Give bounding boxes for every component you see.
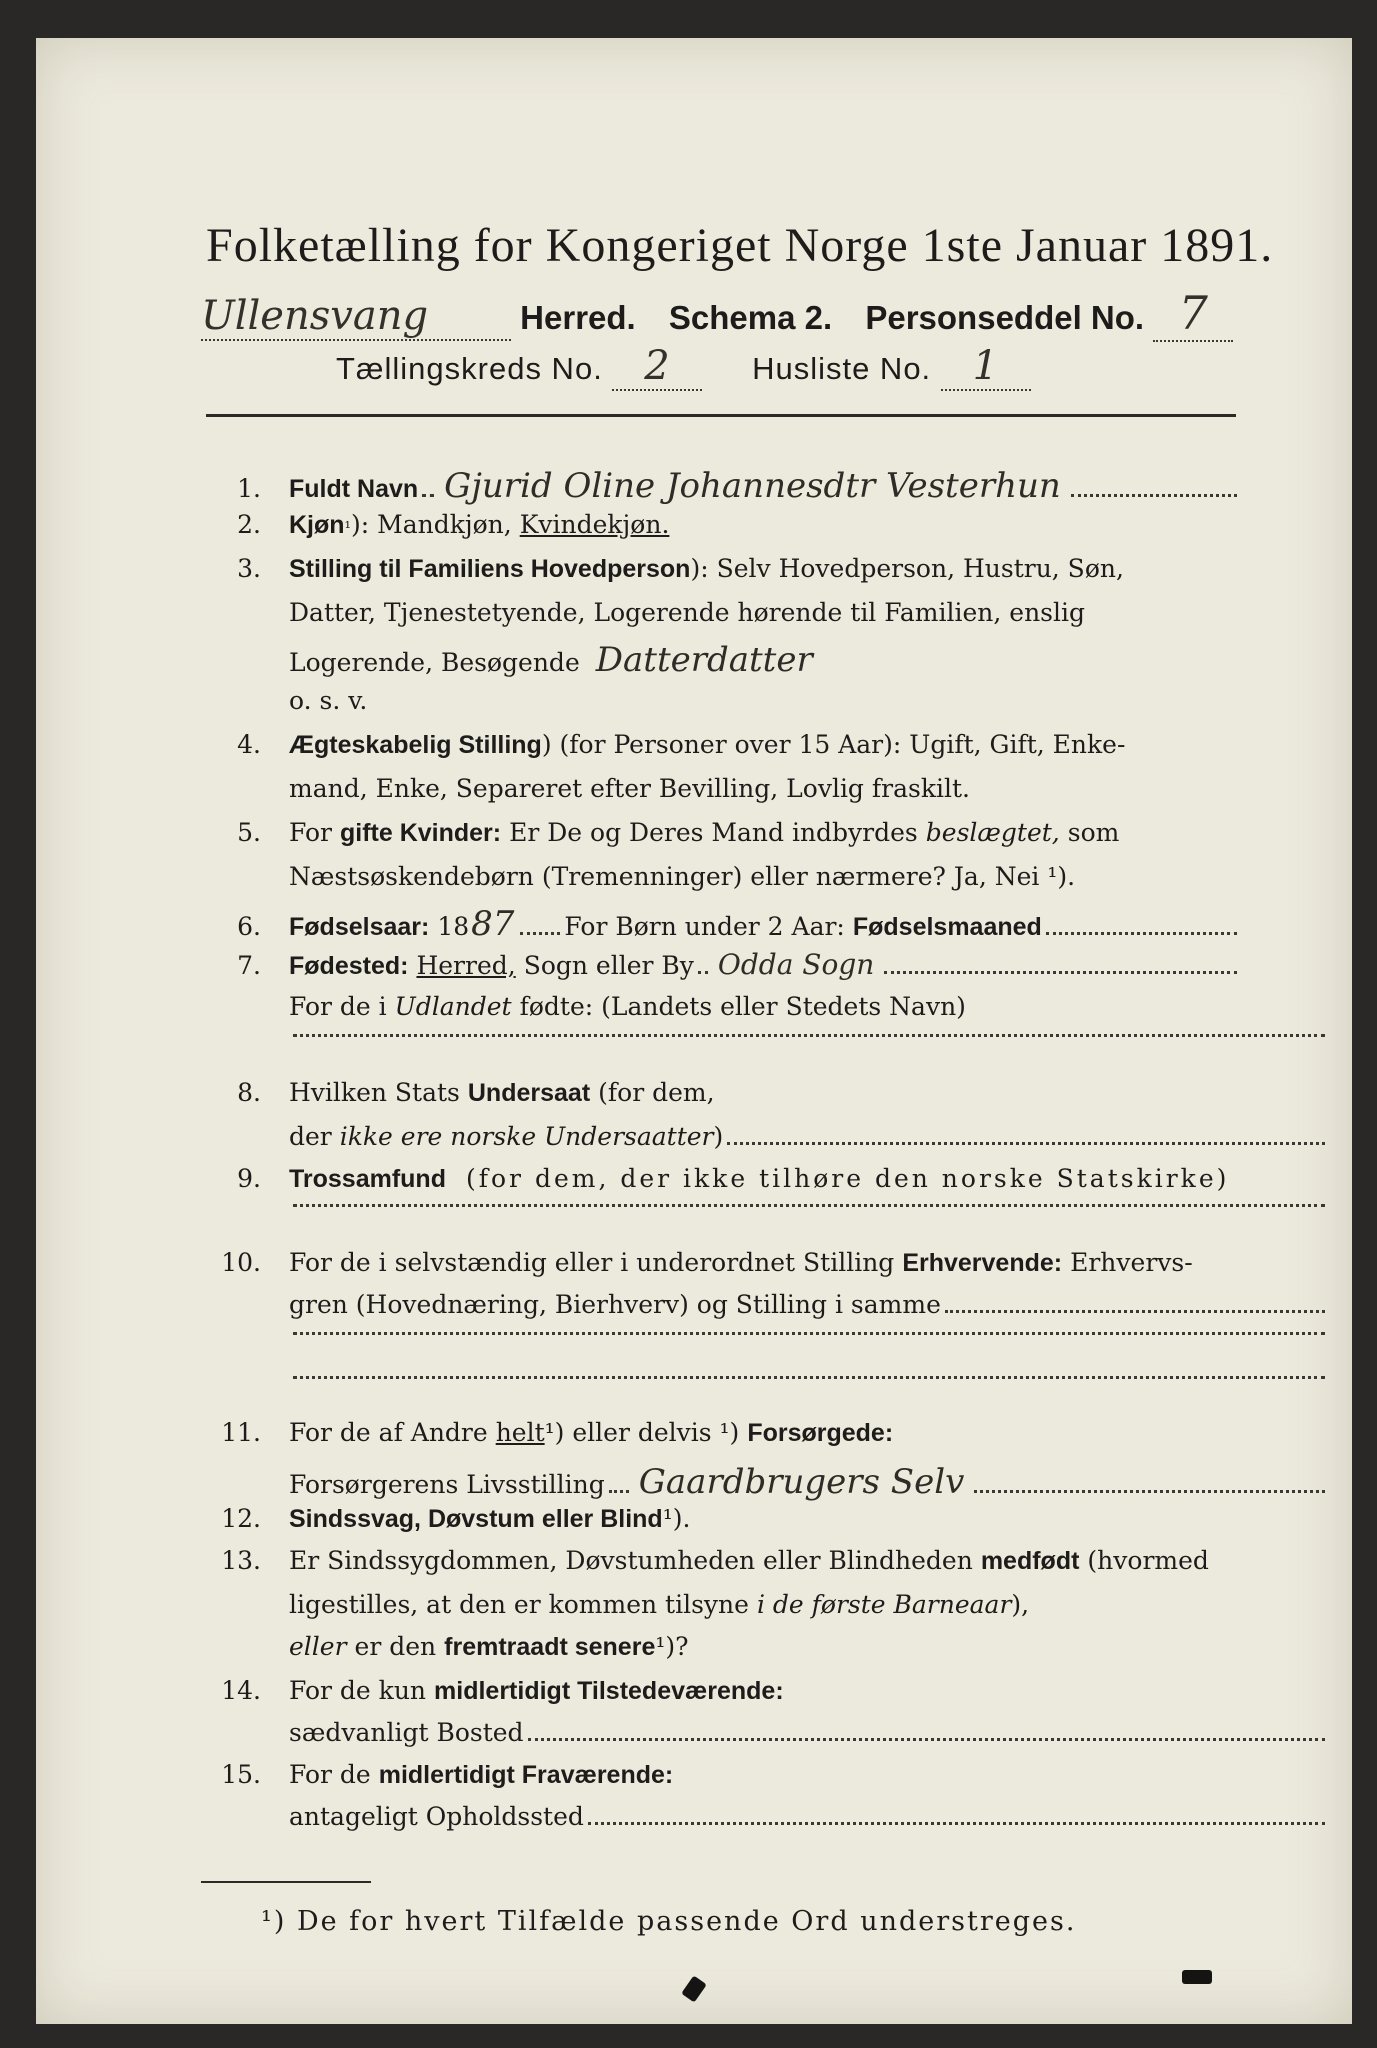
field-options: ): Mandkjøn, (350, 510, 512, 539)
field-label: Forsørgede: (747, 1419, 894, 1447)
husliste-value: 1 (941, 343, 1031, 391)
dotted-fill (293, 1204, 1325, 1207)
question-4-line-2 (201, 774, 1329, 814)
dotted-fill (422, 494, 434, 497)
dotted-fill (1071, 494, 1237, 497)
personseddel-label: Personseddel No. (865, 299, 1145, 336)
question-2-sex (201, 510, 1241, 550)
question-number: 5. (237, 818, 261, 847)
field-text: Sogn eller By (523, 951, 694, 980)
field-label: Fødested: (289, 952, 409, 980)
field-options: ) (for Personer over 15 Aar): Ugift, Gift, Enke- (541, 730, 1126, 759)
field-text: For de i (289, 992, 387, 1021)
field-text: sædvanligt Bosted (289, 1718, 524, 1747)
question-10-blank-line-1 (201, 1332, 1329, 1372)
question-13-line-1 (201, 1546, 1241, 1586)
question-11-line-1 (201, 1418, 1241, 1458)
question-12-disability (201, 1504, 1241, 1544)
question-number: 7. (237, 951, 261, 980)
question-7-birthplace (201, 948, 1241, 988)
question-number: 10. (221, 1248, 261, 1277)
kreds-husliste-line (336, 343, 1136, 393)
handwritten-relation: Datterdatter (595, 640, 813, 680)
field-label: Trossamfund (289, 1165, 446, 1193)
field-text: ¹) eller delvis ¹) (544, 1418, 740, 1447)
field-text: Erhvervs- (1070, 1248, 1193, 1277)
question-1-name (201, 466, 1241, 506)
field-label: Ægteskabelig Stilling (289, 731, 542, 759)
underlined-option: helt (495, 1418, 545, 1447)
question-number: 4. (237, 730, 261, 759)
field-italic: beslægtet, (925, 818, 1060, 847)
field-text: ) (713, 1122, 724, 1151)
field-text: Hvilken Stats (289, 1078, 460, 1107)
field-text: Er De og Deres Mand indbyrdes (509, 818, 918, 847)
field-options: Datter, Tjenestetyende, Logerende hørende til Familien, enslig (289, 598, 1086, 627)
field-options: mand, Enke, Separeret efter Bevilling, Lovlig fraskilt. (289, 774, 970, 803)
question-10-blank-line-2 (201, 1376, 1329, 1416)
question-number: 6. (237, 912, 261, 941)
field-label: gifte Kvinder: (339, 819, 502, 847)
question-4-line-1 (201, 730, 1241, 770)
question-8-line-1 (201, 1078, 1241, 1118)
field-text: (for dem, (598, 1078, 715, 1107)
census-form-sheet (36, 38, 1352, 2024)
header-divider (206, 414, 1236, 417)
question-5-line-2 (201, 862, 1329, 902)
question-10-line-1 (201, 1248, 1241, 1288)
question-3-line-4 (201, 686, 1329, 726)
question-9-blank-line (201, 1204, 1329, 1244)
question-15-line-2 (201, 1802, 1329, 1842)
handwritten-name: Gjurid Oline Johannesdtr Vesterhun (444, 466, 1061, 506)
field-text: For de kun (289, 1676, 427, 1705)
field-italic: Udlandet (394, 992, 512, 1021)
question-3-line-3 (201, 640, 1329, 680)
field-text: antageligt Opholdssted (289, 1802, 584, 1831)
field-text: (hvormed (1087, 1546, 1209, 1575)
question-8-line-2 (201, 1122, 1329, 1162)
field-options: Logerende, Besøgende (289, 648, 580, 677)
dotted-fill (1046, 932, 1237, 935)
field-text: som (1067, 818, 1120, 847)
question-9-religion (201, 1164, 1241, 1204)
field-text: ligestilles, at den er kommen tilsyne (289, 1590, 749, 1619)
field-label: Fødselsaar: (289, 913, 430, 941)
field-label: Erhvervende: (902, 1249, 1063, 1277)
field-text: Forsørgerens Livsstilling (289, 1470, 605, 1499)
question-6-birth-year (201, 904, 1241, 944)
question-number: 15. (221, 1760, 261, 1789)
field-label: medfødt (980, 1547, 1080, 1575)
field-text: For (289, 818, 332, 847)
dotted-fill (588, 1822, 1325, 1825)
field-label: Sindssvag, Døvstum eller Blind (289, 1505, 663, 1533)
question-number: 14. (221, 1676, 261, 1705)
ink-blot (1182, 1970, 1212, 1984)
field-text: fødte: (Landets eller Stedets Navn) (519, 992, 966, 1021)
field-options: ): Selv Hovedperson, Hustru, Søn, (690, 554, 1124, 583)
field-text: er den (354, 1632, 437, 1661)
field-label: Undersaat (467, 1079, 591, 1107)
year-prefix: 18 (437, 912, 470, 941)
dotted-fill (974, 1490, 1325, 1493)
herred-value: Ullensvang (201, 293, 511, 341)
field-text: (for dem, der ikke tilhøre den norske Statskirke) (465, 1164, 1230, 1193)
field-label: midlertidigt Fraværende: (378, 1761, 674, 1789)
field-italic: i de første Barneaar (756, 1590, 1012, 1619)
field-italic: ikke ere norske Undersaatter (339, 1122, 714, 1151)
dotted-fill (528, 1738, 1325, 1741)
field-text: der (289, 1122, 332, 1151)
field-text: Er Sindssygdommen, Døvstumheden eller Blindheden (289, 1546, 973, 1575)
field-text: For Børn under 2 Aar: (564, 912, 845, 941)
dotted-fill (884, 971, 1237, 974)
herred-label: Herred. (520, 299, 636, 336)
kreds-value: 2 (612, 343, 702, 391)
field-text: For de (289, 1760, 371, 1789)
question-11-line-2 (201, 1462, 1329, 1502)
question-number: 3. (237, 554, 261, 583)
dotted-fill (945, 1310, 1325, 1313)
field-label: fremtraadt senere (444, 1633, 656, 1661)
question-5-line-1 (201, 818, 1241, 858)
footnote: ¹) De for hvert Tilfælde passende Ord understreges. (261, 1906, 1077, 1937)
question-13-line-2 (201, 1590, 1329, 1630)
kreds-label: Tællingskreds No. (336, 351, 603, 386)
field-text: For de af Andre (289, 1418, 488, 1447)
field-label: midlertidigt Tilstedeværende: (434, 1677, 784, 1705)
question-number: 8. (237, 1078, 261, 1107)
dotted-fill (698, 971, 708, 974)
question-7-blank-line (201, 1034, 1329, 1074)
field-label: Stilling til Familiens Hovedperson (289, 555, 691, 583)
dotted-fill (727, 1142, 1325, 1145)
field-italic: eller (289, 1632, 347, 1661)
form-title: Folketælling for Kongeriget Norge 1ste Januar 1891. (206, 219, 1274, 272)
field-text: ¹). (662, 1504, 691, 1533)
dotted-fill (293, 1376, 1325, 1379)
question-10-line-2 (201, 1290, 1329, 1330)
personseddel-value: 7 (1153, 286, 1233, 342)
field-label: Fødselsmaaned (852, 913, 1042, 941)
herred-schema-line (201, 286, 1251, 346)
field-text: ¹)? (655, 1632, 689, 1661)
field-label: Kjøn (289, 511, 345, 539)
question-3-line-2 (201, 598, 1329, 638)
underlined-option: Herred, (416, 951, 516, 980)
question-14-line-1 (201, 1676, 1241, 1716)
question-number: 1. (237, 474, 261, 503)
question-3-line-1 (201, 554, 1241, 594)
field-text: gren (Hovednæring, Bierhverv) og Stilling i samme (289, 1290, 941, 1319)
question-number: 11. (221, 1418, 261, 1447)
field-text: Næstsøskendebørn (Tremenninger) eller nærmere? Ja, Nei ¹). (289, 862, 1076, 891)
question-7-line-2 (201, 992, 1329, 1032)
question-13-line-3 (201, 1632, 1329, 1672)
field-text: For de i selvstændig eller i underordnet Stilling (289, 1248, 895, 1277)
schema-label: Schema 2. (668, 299, 833, 336)
question-number: 13. (221, 1546, 261, 1575)
footnote-divider (201, 1881, 371, 1883)
husliste-label: Husliste No. (752, 351, 932, 386)
handwritten-birthplace: Odda Sogn (717, 948, 875, 981)
dotted-fill (520, 932, 560, 935)
field-label: Fuldt Navn (289, 475, 419, 503)
dotted-fill (293, 1034, 1325, 1037)
question-15-line-1 (201, 1760, 1241, 1800)
underlined-option: Kvindekjøn. (519, 510, 670, 539)
question-14-line-2 (201, 1718, 1329, 1758)
question-number: 12. (221, 1504, 261, 1533)
question-number: 9. (237, 1164, 261, 1193)
handwritten-provider-occupation: Gaardbrugers Selv (638, 1462, 965, 1502)
ink-blot (681, 1975, 707, 2002)
footnote-marker: ¹ (344, 518, 351, 537)
field-options: o. s. v. (289, 686, 368, 715)
field-text: ), (1011, 1590, 1030, 1619)
handwritten-birth-year: 87 (471, 904, 515, 944)
dotted-fill (609, 1490, 629, 1493)
dotted-fill (293, 1332, 1325, 1335)
question-number: 2. (237, 510, 261, 539)
